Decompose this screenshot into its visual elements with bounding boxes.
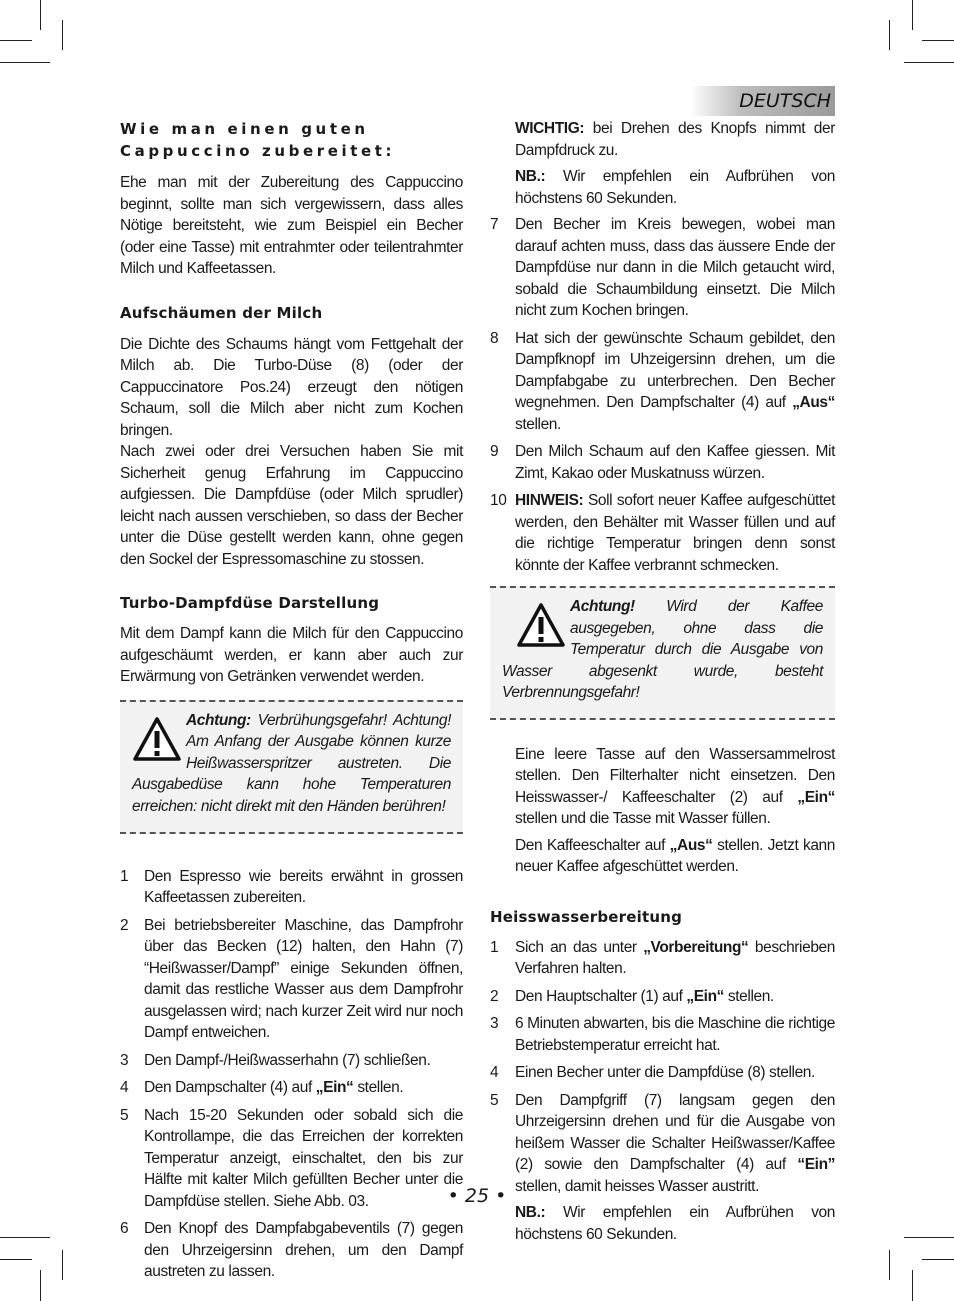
warning-box: [120, 700, 463, 834]
paragraph-turbo: Mit dem Dampf kann die Milch für den Cappuccino aufgeschäumt werden, er kann aber auch zur Erwärmung von Getränken verwendet werden.: [120, 625, 463, 685]
steps-list-heisswasser: [490, 937, 835, 1198]
heading-cappuccino: Wie man einen guten Cappuccino zubereitet:: [120, 120, 396, 160]
crop-mark: [62, 1250, 63, 1280]
step-text: Den Dampfgriff (7) langsam gegen den Uhrzeigersinn drehen und für die Ausgabe von heißem Wasser die Schalter Heißwasser/Kaffee (2) sowie den Dampfschalter (4) auf: [515, 1091, 835, 1173]
step-text: Den Hauptschalter (1) auf: [515, 987, 687, 1005]
left-column: [120, 118, 463, 1283]
crop-mark: [904, 1237, 954, 1238]
list-item: [490, 937, 835, 980]
warning-body: Wird der Kaffee ausgegeben, ohne dass die Temperatur durch die Ausgabe von Wasser abgesenkt wurde, besteht Verbrennungsgefahr!: [502, 598, 823, 701]
text: Eine leere Tasse auf den Wassersammelrost stellen. Den Filterhalter nicht einsetzen. Den Heisswasser-/ Kaffeeschalter (2) auf: [515, 745, 835, 806]
warning-label: Achtung:: [186, 711, 251, 729]
step-text: stellen, damit heisses Wasser austritt.: [515, 1177, 759, 1195]
bold-text: „Ein“: [797, 788, 835, 806]
step-text: Bei betriebsbereiter Maschine, das Dampfrohr über das Becken (12) halten, den Hahn (7) “Heißwasser/Dampf” einige Sekunden öffnen, damit das restliche Wasser aus dem Dampfrohr ausgelassen wird; nach kurzer Zeit wird nur noch Dampf entweichen.: [144, 916, 463, 1041]
wichtig-text: bei Drehen des Knopfs nimmt der Dampfdruck zu.: [515, 120, 835, 159]
list-item: [490, 1062, 835, 1084]
step-number: 1: [120, 867, 129, 885]
step-number: 3: [490, 1015, 499, 1032]
step-number: 6: [120, 1220, 129, 1237]
paragraph-nb-1: [490, 166, 835, 209]
list-item: [490, 986, 835, 1008]
paragraph-nb-2: [490, 1202, 835, 1245]
step-number: 5: [490, 1091, 499, 1109]
nb-text: Wir empfehlen ein Aufbrühen von höchstens 60 Sekunden.: [515, 168, 835, 207]
nb-label: NB.:: [515, 168, 546, 185]
step-number: 4: [490, 1064, 499, 1081]
step-number: 2: [490, 987, 499, 1005]
text: stellen. Jetzt kann neuer Kaffee afgeschüttet werden.: [515, 836, 835, 875]
paragraph-cappuccino: Ehe man mit der Zubereitung des Cappuccino beginnt, sollte man sich vergewissern, dass alles Nötige bereitsteht, wie zum Beispiel ein Becher (oder eine Tasse) mit entrahmter oder teilentrahmter Milch und Kaffeetassen.: [120, 174, 463, 277]
list-item: [490, 490, 835, 576]
paragraph-milch-1: Die Dichte des Schaums hängt vom Fettgehalt der Milch ab. Die Turbo-Düse (8) (oder der Cappuccinatore Pos.24) erzeugt den nötigen Schaum, soll die Milch aber nicht zum Kochen bringen.: [120, 335, 463, 439]
step-number: 2: [120, 916, 129, 934]
paragraph-milch-2: Nach zwei oder drei Versuchen haben Sie mit Sicherheit genug Erfahrung im Cappuccino aufgiessen. Die Dampfdüse (oder Milch sprudler) leicht nach aussen verschieben, so dass der Becher unter die Düse gestellt werden kann, ohne gegen den Sockel der Espressomaschine zu stossen.: [120, 443, 463, 568]
list-item: [120, 1050, 463, 1072]
heading-turbo: Turbo-Dampfdüse Darstellung: [120, 594, 380, 612]
step-number: 5: [120, 1106, 129, 1124]
paragraph-aus: [490, 835, 835, 878]
step-bold: HINWEIS:: [515, 492, 584, 509]
step-text: Den Becher im Kreis bewegen, wobei man darauf achten muss, dass das äussere Ende der Dampfdüse nur dann in die Milch getaucht wird, sobald die Schaumbildung einsetzt. Die Milch nicht zum Kochen bringen.: [515, 216, 835, 319]
step-number: 10: [490, 492, 507, 509]
step-number: 1: [490, 938, 499, 956]
bold-text: „Aus“: [669, 836, 713, 854]
step-bold: „Vorbereitung“: [643, 938, 749, 956]
step-text: 6 Minuten abwarten, bis die Maschine die richtige Betriebstemperatur erreicht hat.: [515, 1015, 835, 1054]
list-item: [120, 866, 463, 909]
warning-body: Verbrühungsgefahr! Achtung! Am Anfang der Ausgabe können kurze Heißwasserspritzer austreten. Die Ausgabedüse kann hohe Temperaturen erreichen: nicht direkt mit den Händen berühren!: [132, 711, 451, 815]
crop-mark: [922, 1259, 954, 1260]
crop-mark: [40, 0, 41, 30]
steps-list-right: [490, 214, 835, 576]
warning-icon: [132, 716, 182, 762]
list-item: [120, 1077, 463, 1099]
step-number: 3: [120, 1051, 129, 1069]
crop-mark: [62, 20, 63, 50]
text: stellen und die Tasse mit Wasser füllen.: [515, 810, 771, 827]
step-text: Nach 15-20 Sekunden oder sobald sich die Kontrollampe, die das Erreichen der korrekten Temperatur anzeigt, einschaltet, den bis zur Hälfte mit kalter Milch gefüllten Becher unter die Dampfdüse stellen. Siehe Abb. 03.: [144, 1106, 463, 1210]
step-bold: „Aus“: [792, 394, 835, 411]
warning-icon: [516, 602, 566, 648]
crop-mark: [0, 1237, 50, 1238]
steps-list-left: [120, 866, 463, 1283]
step-number: 4: [120, 1079, 129, 1096]
crop-mark: [912, 1270, 913, 1301]
step-bold: „Ein“: [315, 1079, 354, 1096]
crop-mark: [0, 62, 50, 63]
list-item: [490, 214, 835, 322]
step-text: stellen.: [724, 987, 774, 1005]
step-number: 9: [490, 443, 499, 460]
step-text: Einen Becher unter die Dampfdüse (8) stellen.: [515, 1064, 815, 1081]
crop-mark: [40, 1270, 41, 1301]
step-bold: “Ein”: [797, 1156, 835, 1173]
step-text: Hat sich der gewünschte Schaum gebildet, den Dampfknopf im Uhzeigersinn drehen, um die Dampfabgabe zu unterbrechen. Den Becher wegnehmen. Den Dampfschalter (4) auf: [515, 329, 835, 411]
nb-label: NB.:: [515, 1204, 546, 1221]
heading-milch: Aufschäumen der Milch: [120, 303, 323, 322]
paragraph-tasse: [490, 744, 835, 830]
list-item: [120, 1218, 463, 1283]
list-item: [490, 441, 835, 484]
warning-box: [490, 586, 835, 720]
page-number: • 25 •: [447, 1185, 507, 1207]
step-text: Den Knopf des Dampfabgabeventils (7) gegen den Uhrzeigersinn drehen, um den Dampf austreten zu lassen.: [144, 1220, 463, 1280]
wichtig-label: WICHTIG:: [515, 120, 585, 137]
crop-mark: [889, 20, 890, 50]
heading-heisswasser: Heisswasserbereitung: [490, 907, 683, 926]
step-text: Den Espresso wie bereits erwähnt in grossen Kaffeetassen zubereiten.: [144, 867, 463, 906]
step-bold: „Ein“: [686, 987, 725, 1005]
step-text: Den Dampf-/Heißwasserhahn (7) schließen.: [144, 1051, 431, 1069]
right-column: [490, 118, 835, 1245]
crop-mark: [912, 0, 913, 30]
step-number: 8: [490, 329, 499, 347]
crop-mark: [0, 40, 32, 41]
step-text: stellen.: [515, 415, 561, 433]
list-item: [490, 328, 835, 436]
list-item: [120, 915, 463, 1044]
step-text: beschrieben Verfahren halten.: [515, 938, 835, 977]
step-text: Soll sofort neuer Kaffee aufgeschüttet werden, den Behälter mit Wasser füllen und auf die richtige Temperatur bringen denn sonst könnte der Kaffee verbrannt schmecken.: [515, 492, 835, 574]
warning-label: Achtung!: [570, 598, 635, 615]
step-text: stellen.: [353, 1079, 404, 1096]
language-tab: DEUTSCH: [690, 86, 835, 116]
step-number: 7: [490, 216, 499, 233]
crop-mark: [889, 1250, 890, 1280]
step-text: Sich an das unter: [515, 938, 644, 956]
text: Den Kaffeeschalter auf: [515, 836, 670, 854]
crop-mark: [922, 40, 954, 41]
nb-text: Wir empfehlen ein Aufbrühen von höchstens 60 Sekunden.: [515, 1204, 835, 1243]
list-item: [490, 1013, 835, 1056]
step-text: Den Milch Schaum auf den Kaffee giessen. Mit Zimt, Kakao oder Muskatnuss würzen.: [515, 443, 835, 482]
crop-mark: [904, 62, 954, 63]
crop-mark: [0, 1259, 32, 1260]
list-item: [490, 1090, 835, 1198]
paragraph-wichtig: [490, 118, 835, 161]
step-text: Den Dampschalter (4) auf: [144, 1079, 316, 1096]
